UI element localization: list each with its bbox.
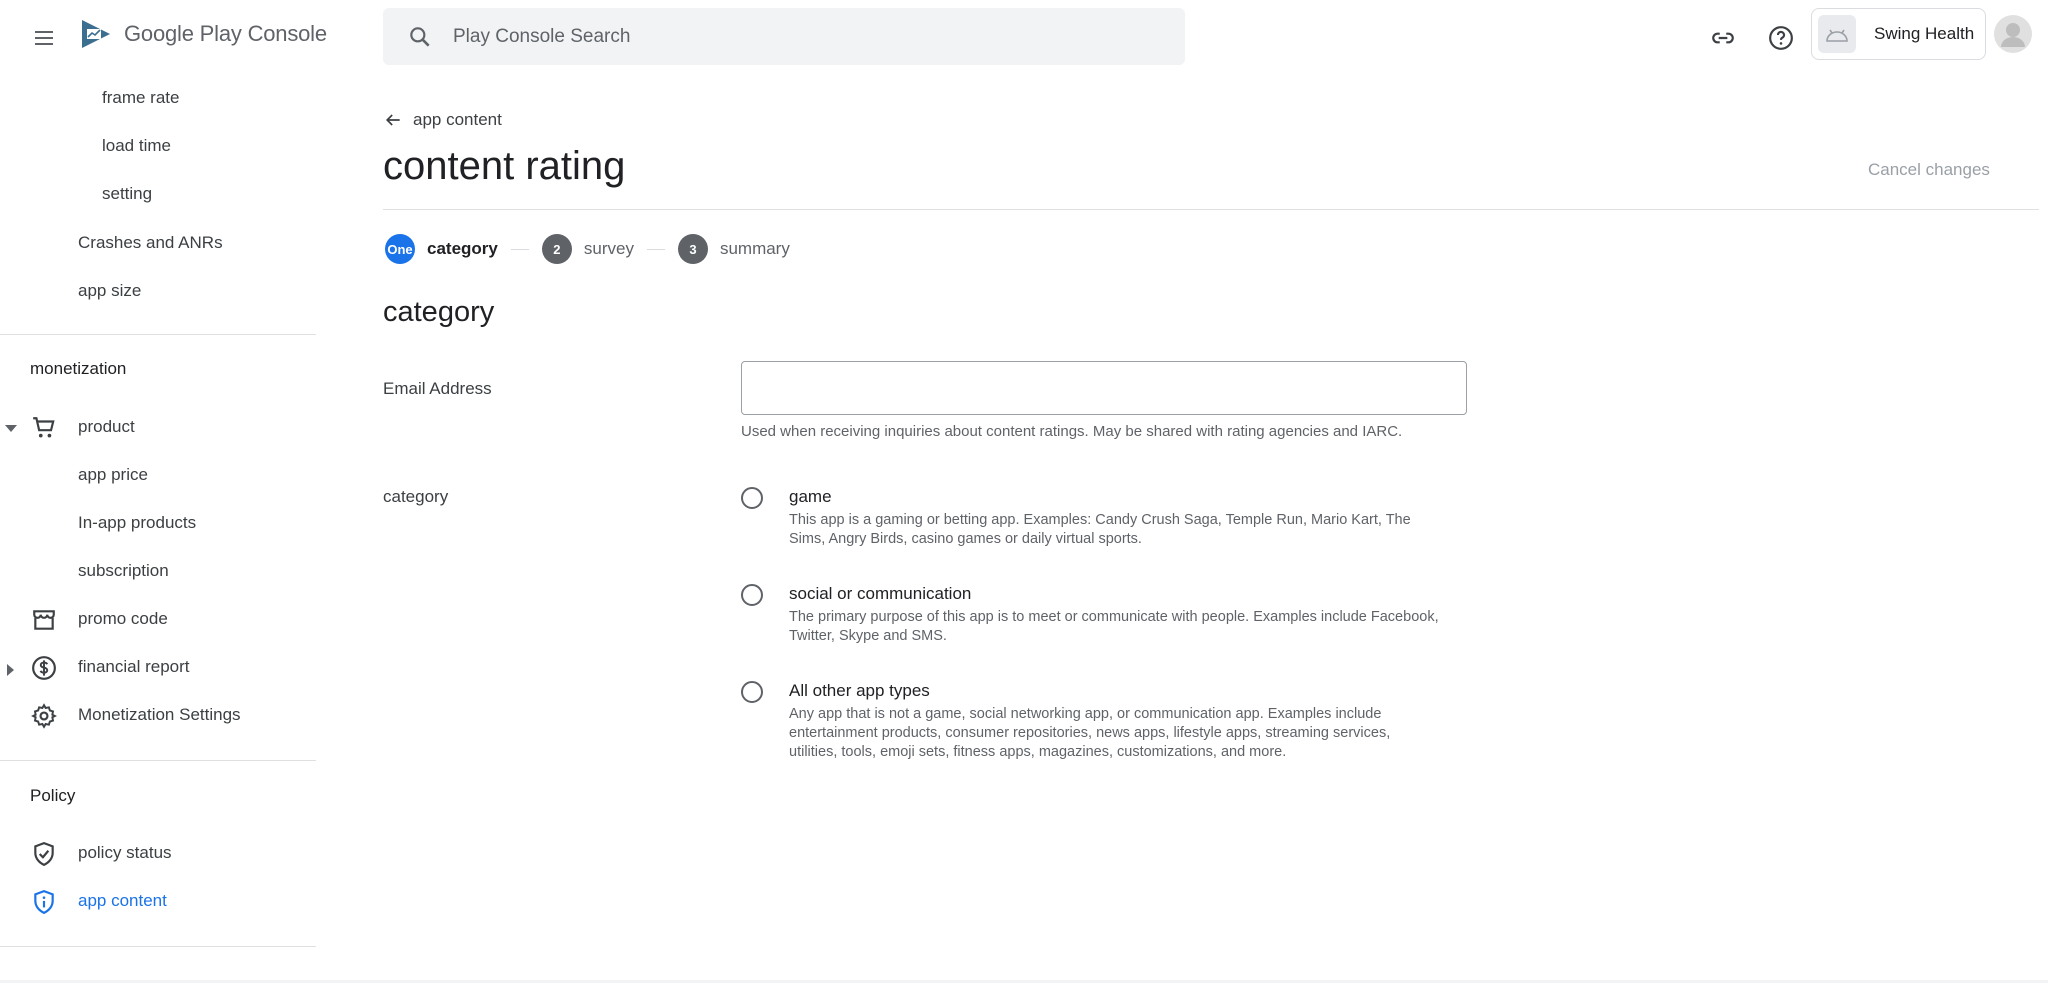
user-avatar-icon — [1994, 15, 2032, 53]
sidebar-item-product[interactable]: product — [78, 417, 135, 436]
dollar-icon — [30, 654, 58, 682]
sidebar-item-policy-status[interactable]: policy status — [78, 843, 172, 862]
option-title: social or communication — [789, 584, 972, 603]
back-link[interactable] — [383, 110, 502, 130]
section-heading: category — [383, 296, 495, 328]
shield-info-icon — [30, 888, 58, 916]
step-separator — [647, 249, 665, 250]
radio-button[interactable] — [741, 584, 763, 606]
radio-button[interactable] — [741, 487, 763, 509]
cart-icon — [30, 414, 58, 442]
step-3-indicator: 3 — [678, 234, 708, 264]
sidebar-divider — [0, 334, 316, 335]
category-option-social[interactable] — [741, 584, 1481, 654]
sidebar-divider — [0, 946, 316, 947]
category-option-game[interactable] — [741, 487, 1481, 557]
sidebar-item-promo-code[interactable]: promo code — [78, 609, 168, 628]
option-title: game — [789, 487, 832, 506]
option-description: The primary purpose of this app is to meet or communicate with people. Examples include Facebook, Twitter, Skype and SMS. — [789, 609, 1439, 644]
category-option-other[interactable] — [741, 681, 1481, 771]
sidebar-item-financial-report[interactable]: financial report — [78, 657, 190, 676]
search-icon — [407, 24, 433, 50]
sidebar-item-crashes[interactable]: Crashes and ANRs — [78, 233, 223, 252]
caret-right-icon[interactable] — [4, 663, 18, 677]
app-name: Swing Health — [1874, 24, 1975, 43]
option-description: Any app that is not a game, social networking app, or communication app. Examples include entertainment products, consumer repositories, news apps, lifestyle apps, streaming services, utilities, tools, emoji sets, fitness apps, magazines, customizations, and more. — [789, 706, 1391, 760]
sidebar-item-app-content[interactable]: app content — [78, 891, 167, 910]
sidebar-item-setting[interactable]: setting — [102, 184, 153, 203]
step-1-label[interactable]: category — [427, 239, 498, 258]
step-2-indicator: 2 — [542, 234, 572, 264]
sidebar-item-monetization-settings[interactable]: Monetization Settings — [78, 705, 241, 724]
category-label: category — [383, 487, 449, 506]
sidebar-item-subscription[interactable]: subscription — [78, 561, 169, 580]
step-2-label[interactable]: survey — [583, 239, 634, 258]
gear-icon — [30, 702, 58, 730]
sidebar-divider — [0, 760, 316, 761]
search-bar[interactable] — [383, 8, 1185, 65]
cancel-changes-button[interactable]: Cancel changes — [1868, 160, 1990, 179]
menu-icon[interactable] — [26, 20, 62, 56]
account-switcher[interactable] — [1811, 8, 1986, 60]
header-divider — [383, 209, 2039, 210]
sidebar-item-app-price[interactable]: app price — [78, 465, 148, 484]
main-content — [383, 74, 2033, 983]
email-label: Email Address — [383, 379, 492, 398]
sidebar-section-monetization: monetization — [30, 359, 127, 378]
sidebar-item-load-time[interactable]: load time — [102, 136, 171, 155]
link-icon[interactable] — [1705, 20, 1741, 56]
arrow-back-icon — [383, 110, 403, 130]
sidebar-item-app-size[interactable]: app size — [78, 281, 142, 300]
android-icon — [1818, 15, 1856, 53]
caret-down-icon[interactable] — [4, 422, 18, 436]
store-icon — [30, 606, 58, 634]
page-title: content rating — [383, 144, 626, 188]
radio-button[interactable] — [741, 681, 763, 703]
email-helper-text: Used when receiving inquiries about content ratings. May be shared with rating agencies and IARC. — [741, 423, 1403, 440]
step-3-label[interactable]: summary — [719, 239, 790, 258]
help-icon[interactable] — [1763, 20, 1799, 56]
shield-check-icon — [30, 840, 58, 868]
step-separator — [511, 249, 529, 250]
option-description: This app is a gaming or betting app. Examples: Candy Crush Saga, Temple Run, Mario Kart, The Sims, Angry Birds, casino games or daily virtual sports. — [789, 512, 1411, 547]
sidebar-nav — [0, 74, 316, 983]
stepper — [385, 234, 790, 264]
play-console-logo[interactable] — [78, 16, 327, 52]
option-title: All other app types — [789, 681, 930, 700]
sidebar-section-policy: Policy — [30, 786, 76, 805]
top-app-bar — [0, 0, 2048, 74]
email-field[interactable] — [741, 361, 1467, 415]
sidebar-item-frame-rate[interactable]: frame rate — [102, 88, 180, 107]
sidebar-item-in-app-products[interactable]: In-app products — [78, 513, 197, 532]
logo-text: Google Play Console — [124, 21, 327, 46]
play-console-logo-icon — [78, 16, 114, 52]
back-link-label: app content — [413, 110, 502, 129]
avatar[interactable] — [1994, 15, 2032, 53]
search-input[interactable] — [451, 25, 1155, 49]
step-1-indicator: One — [385, 234, 415, 264]
